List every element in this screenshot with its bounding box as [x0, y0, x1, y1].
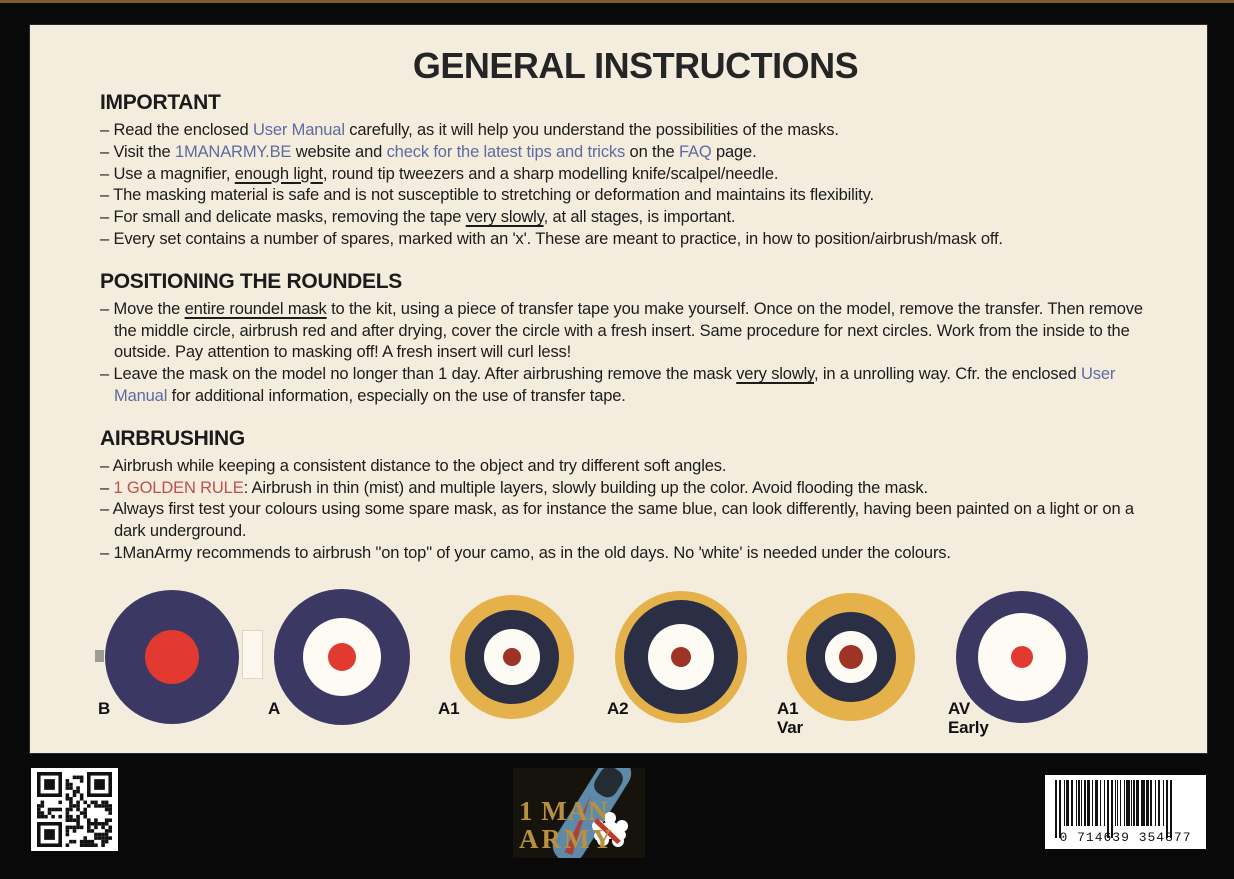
bullet-text: to the kit, using a piece of transfer tape you make yourself. Once on the model, remove the transfer. Then remove the middle circle, airbrush red and after drying, cover the circle with a fresh insert. Same procedure for next circles. Work from the inside to the outside. Pay attention to masking off! A fresh insert will curl less! [114, 299, 1143, 362]
roundel-a [268, 587, 412, 727]
instruction-bullet [100, 364, 1144, 408]
section-heading: IMPORTANT [100, 91, 221, 114]
roundel-ring [503, 648, 521, 666]
instruction-bullet [100, 185, 1144, 207]
bullet-text: for additional information, especially on the use of transfer tape. [167, 386, 626, 405]
bullet-text: 1ManArmy recommends to airbrush "on top" of your camo, as in the old days. No 'white' is needed under the colours. [113, 543, 951, 562]
section-heading: AIRBRUSHING [100, 426, 245, 450]
instruction-bullet [100, 120, 1144, 142]
roundel-label: A2 [607, 699, 629, 718]
svg-text:ARMY: ARMY [519, 824, 615, 854]
bullet-text: Airbrush while keeping a consistent distance to the object and try different soft angles. [112, 456, 727, 475]
scan-edge-strip [0, 0, 1234, 3]
roundel-label: A [268, 699, 281, 718]
section-airbrushing [100, 427, 1144, 565]
roundel-label: B [98, 699, 111, 718]
bullet-text: Always first test your colours using some spare mask, as for instance the same blue, can look differently, having been painted on a light or on a dark underground. [112, 500, 1134, 541]
inline-link[interactable]: 1MANARMY.BE [174, 142, 292, 161]
instructions-content [100, 91, 1144, 584]
bullet-text: The masking material is safe and is not susceptible to stretching or deformation and maintains its flexibility. [113, 186, 874, 205]
bullet-text: Visit the [113, 142, 175, 161]
instruction-bullet [100, 229, 1144, 251]
qr-code-icon [37, 772, 112, 847]
instruction-bullet [100, 478, 1144, 500]
emphasized-text: entire roundel mask [184, 299, 327, 318]
instruction-bullet [100, 543, 1144, 565]
roundel-ring [839, 645, 863, 669]
mask-sheet-artifact [242, 630, 263, 679]
inline-link[interactable]: User Manual [114, 365, 1116, 405]
section-heading: POSITIONING THE ROUNDELS [100, 269, 402, 293]
inline-link[interactable]: User Manual [252, 121, 345, 139]
roundel-b [98, 587, 242, 727]
emphasized-text: enough light [234, 164, 323, 183]
roundel-ring [671, 647, 691, 667]
roundel-ring [1011, 646, 1033, 668]
roundel-a1 [438, 587, 582, 727]
roundel-a1-var [777, 587, 921, 737]
bullet-text: For small and delicate masks, removing the tape [113, 208, 466, 227]
instruction-bullet [100, 142, 1144, 164]
svg-text:1 MAN: 1 MAN [519, 796, 609, 826]
roundel-label: AV Early [948, 699, 989, 737]
one-man-army-logo-icon [513, 768, 645, 858]
bullet-text: page. [711, 142, 757, 161]
roundel-av-early [948, 587, 1092, 737]
bullet-text: , at all stages, is important. [543, 208, 736, 227]
emphasized-text: very slowly [736, 365, 814, 384]
bullet-text: Leave the mask on the model no longer than 1 day. After airbrushing remove the mask [113, 365, 737, 384]
barcode [1045, 775, 1206, 849]
instruction-bullet [100, 207, 1144, 229]
bullet-text: Every set contains a number of spares, marked with an 'x'. These are meant to practice, in how to position/airbrush/mask off. [113, 229, 1003, 248]
brand-logo [513, 768, 645, 858]
section-positioning-the-roundels [100, 270, 1144, 408]
bullet-text: Read the enclosed [113, 121, 253, 139]
bullet-text: Use a magnifier, [113, 164, 235, 183]
barcode-digits: 0 714639 354877 [1059, 830, 1192, 845]
instruction-bullet [100, 299, 1144, 364]
instruction-sheet [30, 25, 1207, 753]
bullet-text: on the [625, 142, 679, 161]
roundel-label: A1 [438, 699, 460, 718]
section-important [100, 91, 1144, 251]
instruction-bullet [100, 164, 1144, 186]
highlighted-rule: 1 GOLDEN RULE [113, 478, 244, 497]
bullet-text: , round tip tweezers and a sharp modelling knife/scalpel/needle. [322, 164, 779, 183]
qr-code [31, 768, 118, 851]
roundel-label: A1 Var [777, 699, 803, 737]
inline-link[interactable]: FAQ [678, 142, 712, 161]
page-title: GENERAL INSTRUCTIONS [412, 45, 859, 86]
bullet-text: carefully, as it will help you understand the possibilities of the masks. [344, 121, 839, 139]
bullet-text: Move the [113, 299, 185, 318]
bullet-text: : Airbrush in thin (mist) and multiple layers, slowly building up the color. Avoid flooding the mask. [243, 478, 928, 497]
inline-link[interactable]: check for the latest tips and tricks [386, 142, 626, 161]
roundel-a2 [607, 587, 751, 727]
roundel-ring [145, 630, 199, 684]
bullet-text: website and [291, 142, 387, 161]
instruction-bullet [100, 499, 1144, 543]
emphasized-text: very slowly [465, 208, 544, 227]
bullet-text: , in a unrolling way. Cfr. the enclosed [814, 365, 1082, 384]
instruction-bullet [100, 456, 1144, 478]
barcode-bars-icon [1055, 780, 1172, 826]
roundel-ring [328, 643, 356, 671]
